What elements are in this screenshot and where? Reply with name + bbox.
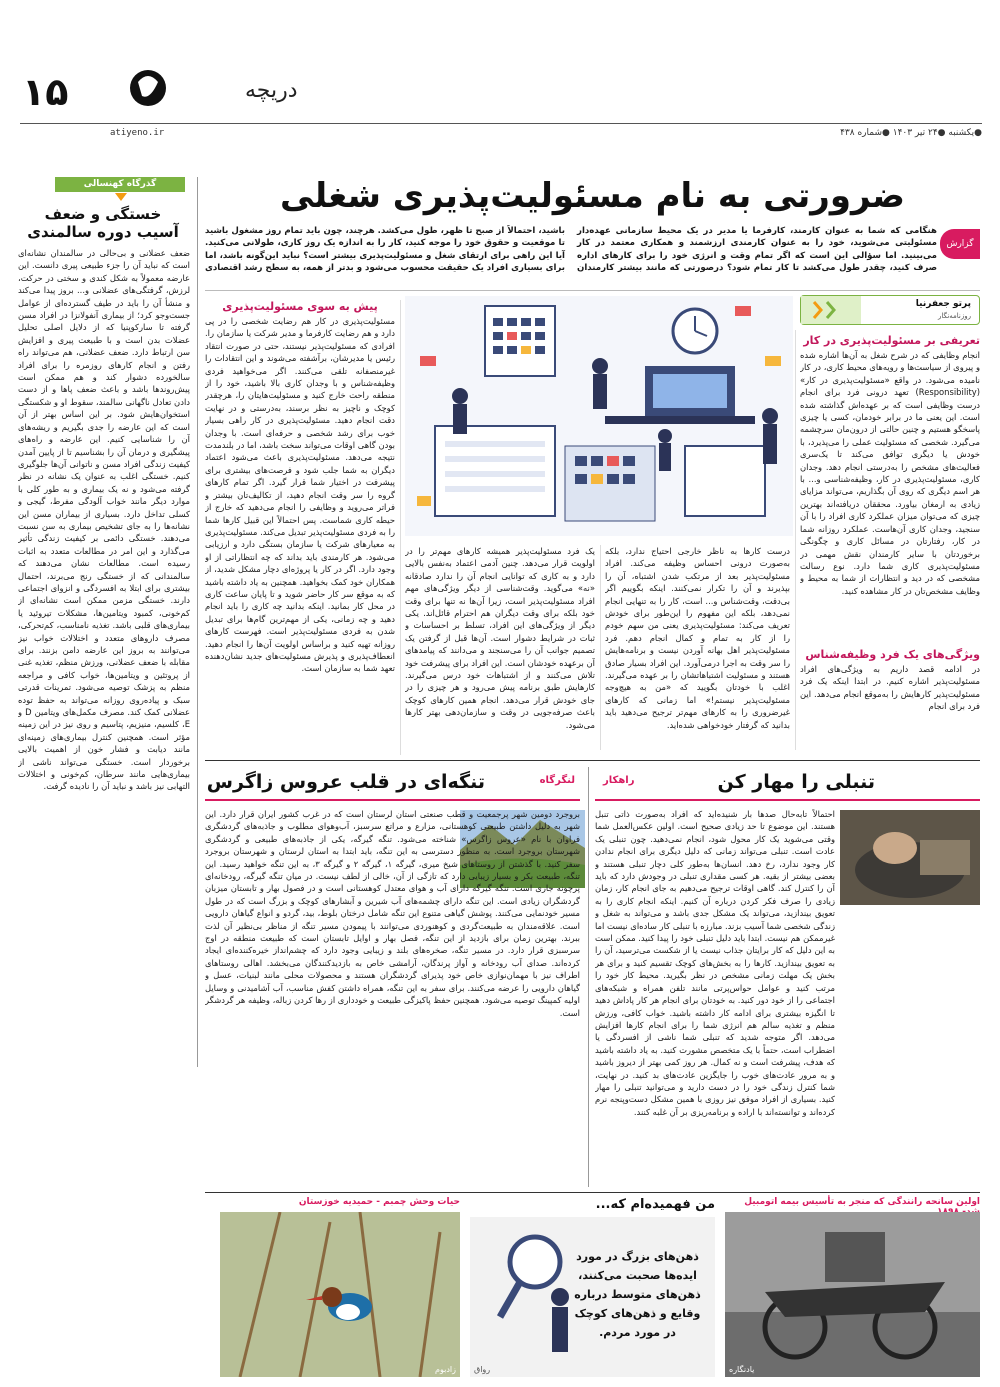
col1 [800, 330, 980, 750]
photo1-title: اولین سانحه رانندگی که منجر به تأسیس بیمه اتومبیل [744, 1197, 980, 1207]
col4 [205, 296, 395, 756]
photo1-credit: یادنگاره [729, 1365, 755, 1374]
author-role: روزنامه‌نگار [937, 312, 971, 320]
author-name: پرتو جعفرنیا [915, 299, 971, 309]
logo [128, 60, 168, 116]
sidebar-title: خستگی و ضعف آسیب دوره سالمندی [27, 205, 179, 241]
car-crash-photo [725, 1212, 980, 1377]
sidebar-body: ضعف عضلانی و بی‌حالی در سالمندان نشانه‌ای است که نباید آن را جزء طبیعی پیری دانست. این عارضه معمولاً به شکل کندی و سختی در حرکت، لرزش، گرفتگی‌های عضلانی و... بروز پیدا می‌کند و منشأ آن را باید در طیف گسترده‌ای از عوامل جست‌وجو کرد؛ از بیماری آنفولانزا در افراد مسن گرفته تا سارکوپنیا که از دلایل اصلی تحلیل عضلات بدن است و با طبیعت پیری و افزایش سن ارتباط دارد. ضعف عضلانی، هم می‌تواند راه رفتن و انجام کارهای روزمره را برای افراد سالخورده دشوار کند و هم ممکن است پیش‌روندها باشد و باعث ضعف پاها و از دست دادن تعادل ناگهانی سالمند، سقوط او و شکستگی استخوان‌هایش شود. بر این اساس بهتر از آن است که این عارضه را جدی بگیریم و ریشه‌های آن را شناسایی کنیم. این عارضه و راه‌های پیشگیری و درمان آن را بشناسیم تا از پایین آمدن کیفیت زندگی افراد مسن و ناتوانی آن‌ها جلوگیری کنیم. خستگی اغلب به عنوان یک نشانه در نظر گرفته می‌شود و نه یک بیماری و به طور کلی با موارد دیگر مانند خواب آلودگی مفرط، گیجی و کسلی تداخل دارد. بسیاری از بیماران مسن این نشانه‌ها را به جای تشخیص بیماری به سن نسبت می‌دهند. خستگی دائمی بر کیفیت زندگی تأثیر می‌گذارد و این امر در مطالعات متعدد به اثبات رسیده است. مطالعات نشان می‌دهند که سالمندانی که از خستگی رنج می‌برند، احتمال بیشتری برای ابتلا به افسردگی و انزوای اجتماعی دارند. خستگی مزمن ممکن است نشانه‌ای از کم‌خونی، کمبود ویتامین‌ها، مشکلات تیروئید یا بیماری‌های قلبی باشد. تغذیه نامناسب، کم‌تحرکی، مصرف داروهای متعدد و اختلالات خواب نیز می‌توانند به بروز این عارضه دامن بزنند. برای مقابله با ضعف عضلانی، ورزش منظم، تغذیه غنی از پروتئین و ویتامین‌ها، خواب کافی و مراجعه منظم به پزشک توصیه می‌شود. تمرینات قدرتی سبک و پیاده‌روی روزانه می‌تواند به حفظ توده عضلانی کمک کند. مصرف مکمل‌های ویتامین D و E، کلسیم، منیزیم، پتاسیم و روی نیز در این زمینه مؤثر است. همچنین کنترل بیماری‌های زمینه‌ای مانند دیابت و فشار خون از اهمیت بالایی برخوردار است. خستگی می‌تواند ناشی از بیماری‌هایی مانند سرطان، کم‌خونی و اختلالات التهابی نیز باشد و نباید آن را نادیده گرفت. [18, 248, 190, 792]
quote-text: ذهن‌های بزرگ در مورد ایده‌ها صحبت می‌کنند، ذهن‌های متوسط درباره وقایع و ذهن‌های کوچک در مورد مردم. [574, 1250, 701, 1339]
page-number: ۱۵ [22, 70, 69, 114]
report-badge: گزارش [940, 229, 980, 259]
gorge-kicker: لنگرگاه [539, 775, 575, 786]
author-box [800, 295, 980, 325]
office-illustration [405, 296, 793, 536]
quote-box [470, 1217, 715, 1377]
kingfisher-photo [220, 1212, 460, 1377]
col4-heading: پیش به سوی مسئولیت‌پذیری [222, 300, 378, 313]
col1-heading2: ویژگی‌های یک فرد وظیفه‌شناس [805, 648, 980, 661]
photo2-title: من فهمیده‌ام که... [595, 1197, 715, 1212]
sleeping-person-photo [840, 810, 980, 905]
col1-body2: در ادامه قصد داریم به ویژگی‌های افراد مسئولیت‌پذیر اشاره کنیم. در ابتدا اینکه یک فرد مسئولیت‌پذیر کارهایش را به‌موقع انجام می‌دهد. این فرد برای انجام [800, 664, 980, 712]
laziness-body: احتمالاً تابه‌حال صدها بار شنیده‌اید که افراد به‌صورت ذاتی تنبل هستند. این موضوع تا حد زیادی صحیح است. اولین عکس‌العمل شما وقتی می‌شوید یک کار محول شود، انجام نمی‌دهید. چون تنبلی یک عادت است. تنبلی می‌تواند زمانی که دلیل دیگری برای انجام ندادن کار وجود ندارد، رخ دهد. انسان‌ها به‌طور کلی دچار تنبلی هستند و بعضی بیشتر از بقیه. هر کسی مقداری تنبلی در وجودش دارد که باید آن را کنترل کند. گاهی اوقات ترجیح می‌دهیم به جای انجام کار، زمان زیادی را صرف فکر کردن درباره آن کنیم. اینکه انجام کاری را به تعویق بیندازید، می‌تواند یک مشکل جدی باشد و می‌تواند به شغل و زندگی شخصی شما آسیب بزند. مبارزه با تنبلی کار ساده‌ای نیست اما غیرممکن هم نیست. ابتدا باید دلیل تنبلی خود را پیدا کنید. ممکن است به این دلیل که کار برایتان جذاب نیست یا از شکست می‌ترسید، آن را به تعویق بیندازید. کارها را به بخش‌های کوچک تقسیم کنید و برای هر بخش یک مهلت زمانی مشخص در نظر بگیرید. محیط کار خود را مرتب کنید و عوامل حواس‌پرتی مانند تلفن همراه و شبکه‌های اجتماعی را از خود دور کنید. به خودتان برای انجام هر کار پاداش دهید تا انگیزه بیشتری برای ادامه کار داشته باشید. خواب کافی، ورزش منظم و تغذیه سالم هم انرژی شما را برای انجام کارها افزایش می‌دهد. اگر متوجه شدید که تنبلی شما ناشی از افسردگی یا اضطراب است، حتماً با یک متخصص مشورت کنید. به یاد داشته باشید که هدف، پیشرفت است و نه کمال. هر روز کمی بهتر از دیروز باشید و به مرور عادت‌های خوب را جایگزین عادت‌های بد کنید. در نهایت، شما کنترل زندگی خود را در دست دارید و می‌توانید تنبلی را مهار کنید. بسیاری از افراد موفق نیز روزی با همین مشکل دست‌وپنجه نرم کرده‌اند و توانسته‌اند با اراده و برنامه‌ریزی بر آن غلبه کنند. [595, 809, 835, 1117]
sidebar-arrow-icon [115, 193, 127, 201]
col1-heading1: تعریفی بر مسئولیت‌پذیری در کار [803, 334, 980, 347]
date-issue: ●یکشنبه ●۲۴ تیر ۱۴۰۳ ●شماره ۴۳۸ [840, 128, 982, 138]
laziness-title: تنبلی را مهار کن [717, 771, 875, 793]
headline: ضرورتی به نام مسئولیت‌پذیری شغلی [280, 176, 905, 216]
sidebar-kicker: گذرگاه کهنسالی [55, 177, 185, 192]
website[interactable]: atiyeno.ir [110, 128, 165, 138]
col3-body: یک فرد مسئولیت‌پذیر همیشه کارهای مهم‌تر را در اولویت قرار می‌دهد. چنین آدمی اعتماد به‌نفس بالایی دارد و به کاری که توانایی انجام آن را ندارد صادقانه «نه» می‌گوید. وقت‌شناسی از دیگر ویژگی‌های مهم افراد مسئولیت‌پذیر است، زیرا آن‌ها نه تنها برای وقت خود بلکه برای وقت دیگران هم احترام قائل‌اند. یکی دیگر از ویژگی‌های این افراد، تسلط بر احساسات و ثبات در شرایط دشوار است. آن‌ها قبل از گرفتن یک تصمیم جوانب آن را می‌سنجند و می‌دانند که پیامدهای آن برعهده خودشان است. این افراد برای پیشرفت خود تلاش می‌کنند و از اشتباهات خود درس می‌گیرند. کارهایش طبق برنامه پیش می‌رود و هر چیزی را در جای خودش قرار می‌دهد. انجام همین کارهای کوچک باعث صرفه‌جویی در وقت و سازمان‌دهی بهتر کارها می‌شود. [405, 546, 595, 730]
photo3-credit: زادبوم [435, 1365, 456, 1374]
laziness-header [595, 767, 980, 801]
gorge-body: بروجرد دومین شهر پرجمعیت و قطب صنعتی استان لرستان است که در غرب کشور ایران قرار دارد. این شهر به دلیل داشتن طبیعتی کوهستانی، مزارع و مراتع سرسبز، آب‌وهوای مطلوب و جاذبه‌های گردشگری فراوان با نام «عروس زاگرس» شناخته می‌شود. تنگه گیرگه، یکی از جاذبه‌های طبیعی و گردشگری شهرستان بروجرد است. به منظور دسترسی به این تنگه، باید ابتدا به استان لرستان و شهرستان بروجرد سفر کنید. با گذشتن از روستاهای شیخ میری، گیرگه ۱، گیرگه ۲ و گیرگه ۳، به این تنگه خواهید رسید. این تنگه، طبیعت بکر و بسیار زیبایی دارد که تازگی از آن، خالی از لطف نیست. در میان تنگه گیرگه، رودخانه‌ای پرچونه جاری است. تنگه گیرگه دارای آب و هوای معتدل کوهستانی است و در فصول بهار و تابستان میزبان گردشگران زیادی است. این تنگه دارای چشمه‌های آب شیرین و آبشارهای کوچک و بزرگ است که در طول مسیر خودنمایی می‌کنند. پوشش گیاهی متنوع این تنگه شامل درختان بلوط، بید، گردو و انواع گیاهان دارویی است. علاقه‌مندان به طبیعت‌گردی و کوهنوردی می‌توانند با پیمودن مسیر تنگه از مناظر بی‌نظیر آن لذت ببرند. بهترین زمان برای بازدید از این تنگه، فصل بهار و اوایل تابستان است که طبیعت منطقه در اوج سرسبزی قرار دارد. در مسیر تنگه، صخره‌های بلند و زیبایی وجود دارد که چشم‌انداز خیره‌کننده‌ای ایجاد کرده‌اند. صدای آب رودخانه و آواز پرندگان، آرامشی خاص به بازدیدکنندگان می‌بخشد. اهالی روستاهای اطراف نیز با مهمان‌نوازی خاص خود پذیرای گردشگران هستند و محصولات محلی مانند لبنیات، عسل و گیاهان دارویی را عرضه می‌کنند. برای سفر به این تنگه، همراه داشتن کفش مناسب، آب آشامیدنی و وسایل اولیه کمپینگ توصیه می‌شود. همچنین حفظ پاکیزگی طبیعت و خودداری از رها کردن زباله، وظیفه هر گردشگر است. [205, 809, 580, 1018]
section-title: دریچه [245, 78, 298, 103]
gorge-header [205, 767, 580, 801]
photo2-credit: رواق [474, 1365, 491, 1374]
photo3-title: حیات وحش چمبم - حمیدیه خوزستان [298, 1197, 460, 1207]
col1-body1: انجام وظایفی که در شرح شغل به آن‌ها اشاره شده و پیروی از سیاست‌ها و رویه‌های محیط کاری، در کار نامیده می‌شود. در واقع «مسئولیت‌پذیری در کار» (Responsibility) تعهد درونی فرد برای انجام درست وظایفی است که بر عهده‌اش گذاشته شده است. این یعنی ما در برابر خودمان، کسی یا چیزی پاسخگو هستیم و چنین حالتی از درون‌مان سرچشمه می‌گیرد. شخصی که مسئولیت عملی را می‌پذیرد، با خودش یا دیگری توافق می‌کند تا یک‌سری فعالیت‌های مشخص را به‌درستی انجام دهد. وجدان کاری، مسئولیت‌پذیری در کار، وظیفه‌شناسی و... با هر اسم دیگری که روی آن بگذاریم، می‌تواند مزایای زیادی به ارمغان بیاورد. محققان دریافته‌اند بهترین چیزی که می‌توان میزان عملکرد کاری افراد را با آن سنجید، وجدان کاری آن‌هاست. عملکرد روزانه شما در کار، رفتارتان در مسائل کاری و چگونگی برخوردتان با سایر کارمندان نقش مهمی در مسئولیت‌پذیری کاری شما دارد. نوع رسالت مشخصی که در دید و انتظارات از شما به محیط و وظایف مشخص‌تان در کار مشاهده کنید. [800, 350, 980, 596]
col2-body: درست کارها به ناظر خارجی احتیاج ندارد، بلکه به‌صورت درونی احساس وظیفه می‌کند. افراد مسئولیت‌پذیر بعد از مرتکب شدن اشتباه، آن را بپذیرند و آن را تکرار نمی‌کنند. اینکه بگوییم اگر بی‌دقت، وقت‌شناس و... است، کار را به تنهایی انجام نمی‌دهد، بلکه این مفهوم را این‌طور برای خودش تعریف می‌کند: مسئولیت‌پذیری یعنی من سهم خودم را از کار به تمام و کمال انجام دهم. فرد مسئولیت‌پذیر اهل بهانه آوردن نیست و برنامه‌هایش را سر وقت به اجرا درمی‌آورد. این افراد بسیار صادق هستند و مسئولیت اشتباهاتشان را بر عهده می‌گیرند. اغلب با خودتان بگویید که «من به هیچ‌وجه مسئولیت‌پذیر نیستم!» اما زمانی که کارهای غیرضروری را به کارهای مهم‌تر ترجیح می‌دهید باید بدانید که گرفتار خودخواهی شده‌اید. [605, 546, 790, 730]
gorge-title: تنگه‌ای در قلب عروس زاگرس [206, 771, 485, 793]
chevrons-icon [809, 300, 854, 320]
laziness-kicker: راهکار [603, 775, 635, 786]
col4-body: مسئولیت‌پذیری در کار هم رضایت شخصی را در پی دارد و هم رضایت کارفرما و مدیر شرکت یا سازمان را. افرادی که مسئولیت‌پذیر نیستند، حتی در صورت انتقاد رئیس یا مدیرشان، برآشفته می‌شوند و این انتقادات را غیرمنصفانه تلقی می‌کنند. اگر می‌خواهید فردی وظیفه‌شناس و با وجدان کاری بالا باشید، خود را از منطقه راحت خارج کنید و مسئولیت‌هایتان را، هرچقدر کوچک و ناچیز به نظر برسند، به‌درستی و در نهایت دقت انجام دهید. مسئولیت‌پذیری در کار راهی بسیار خوب برای رشد شخصی و حرفه‌ای است. با وجدان بودن گاهی اوقات می‌تواند سخت باشد، اما در بلندمدت نتیجه می‌دهد. مسئولیت‌پذیری باعث می‌شود اعتماد دیگران به شما جلب شود و فرصت‌های بیشتری برای پیشرفت در اختیار شما قرار گیرد. اگر تمام کارهای گروه را سر وقت انجام دهید، از تکالیف‌تان بیشتر و فراتر می‌روید و وظایفی را انجام می‌دهید که خارج از حیطه کاری شماست. پس احتمالاً این قبیل کارها شما را به فردی مسئولیت‌پذیر تبدیل می‌کند. مسئولیت‌پذیری به معیارهای شرکت یا سازمان بستگی دارد و ارزیابی می‌شود. هر کارمندی باید بداند که چه انتظاراتی از او وجود دارد. اگر در کار یا پروژه‌ای دچار مشکل شدید، از همکاران خود کمک بخواهید. همچنین به یاد داشته باشید که به موقع سر کار حاضر شوید و تا پایان ساعت کاری در محل کار بمانید. اینکه بدانید چه کاری را باید انجام دهید و چه زمانی، یکی از مهم‌ترین گام‌ها برای تبدیل شدن به فردی مسئولیت‌پذیر است. فهرست کارهای روزانه تهیه کنید و براساس اولویت آن‌ها را انجام دهید. انعطاف‌پذیری و پذیرش مسئولیت‌های جدید نشان‌دهنده تعهد شما به سازمان است. [205, 316, 395, 674]
lead-text: هنگامی که شما به عنوان کارمند، کارفرما یا مدیر در یک محیط سازمانی عهده‌دار مسئولیتی می‌شوید، خود را به عنوان کارمندی ارزشمند و همکاری معتمد در کار می‌بینید. اما سؤالی این است که اگر تمام وقت و انرژی خود را برای کارهای اداره صرف کنید، چقدر طول می‌کشد تا کار تمام شود؟ درصورتی که مانند بیشتر کارمندان باشید، احتمالاً از صبح تا ظهر، طول می‌کشد. هرچند، چون باید تمام روز مشغول باشید تا موقعیت و حقوق خود را موجه کنید، کار را به اندازه یک روز کاری، طولانی می‌کنید. آیا این راهی برای ارتقای شغل و مسئولیت‌پذیری بیشتر است؟ نباید این‌گونه باشد، اما برای بسیاری افراد یک حقیقت محسوب می‌شود و بدتر از همه، به سطح رشد اقتصادی [205, 226, 937, 274]
